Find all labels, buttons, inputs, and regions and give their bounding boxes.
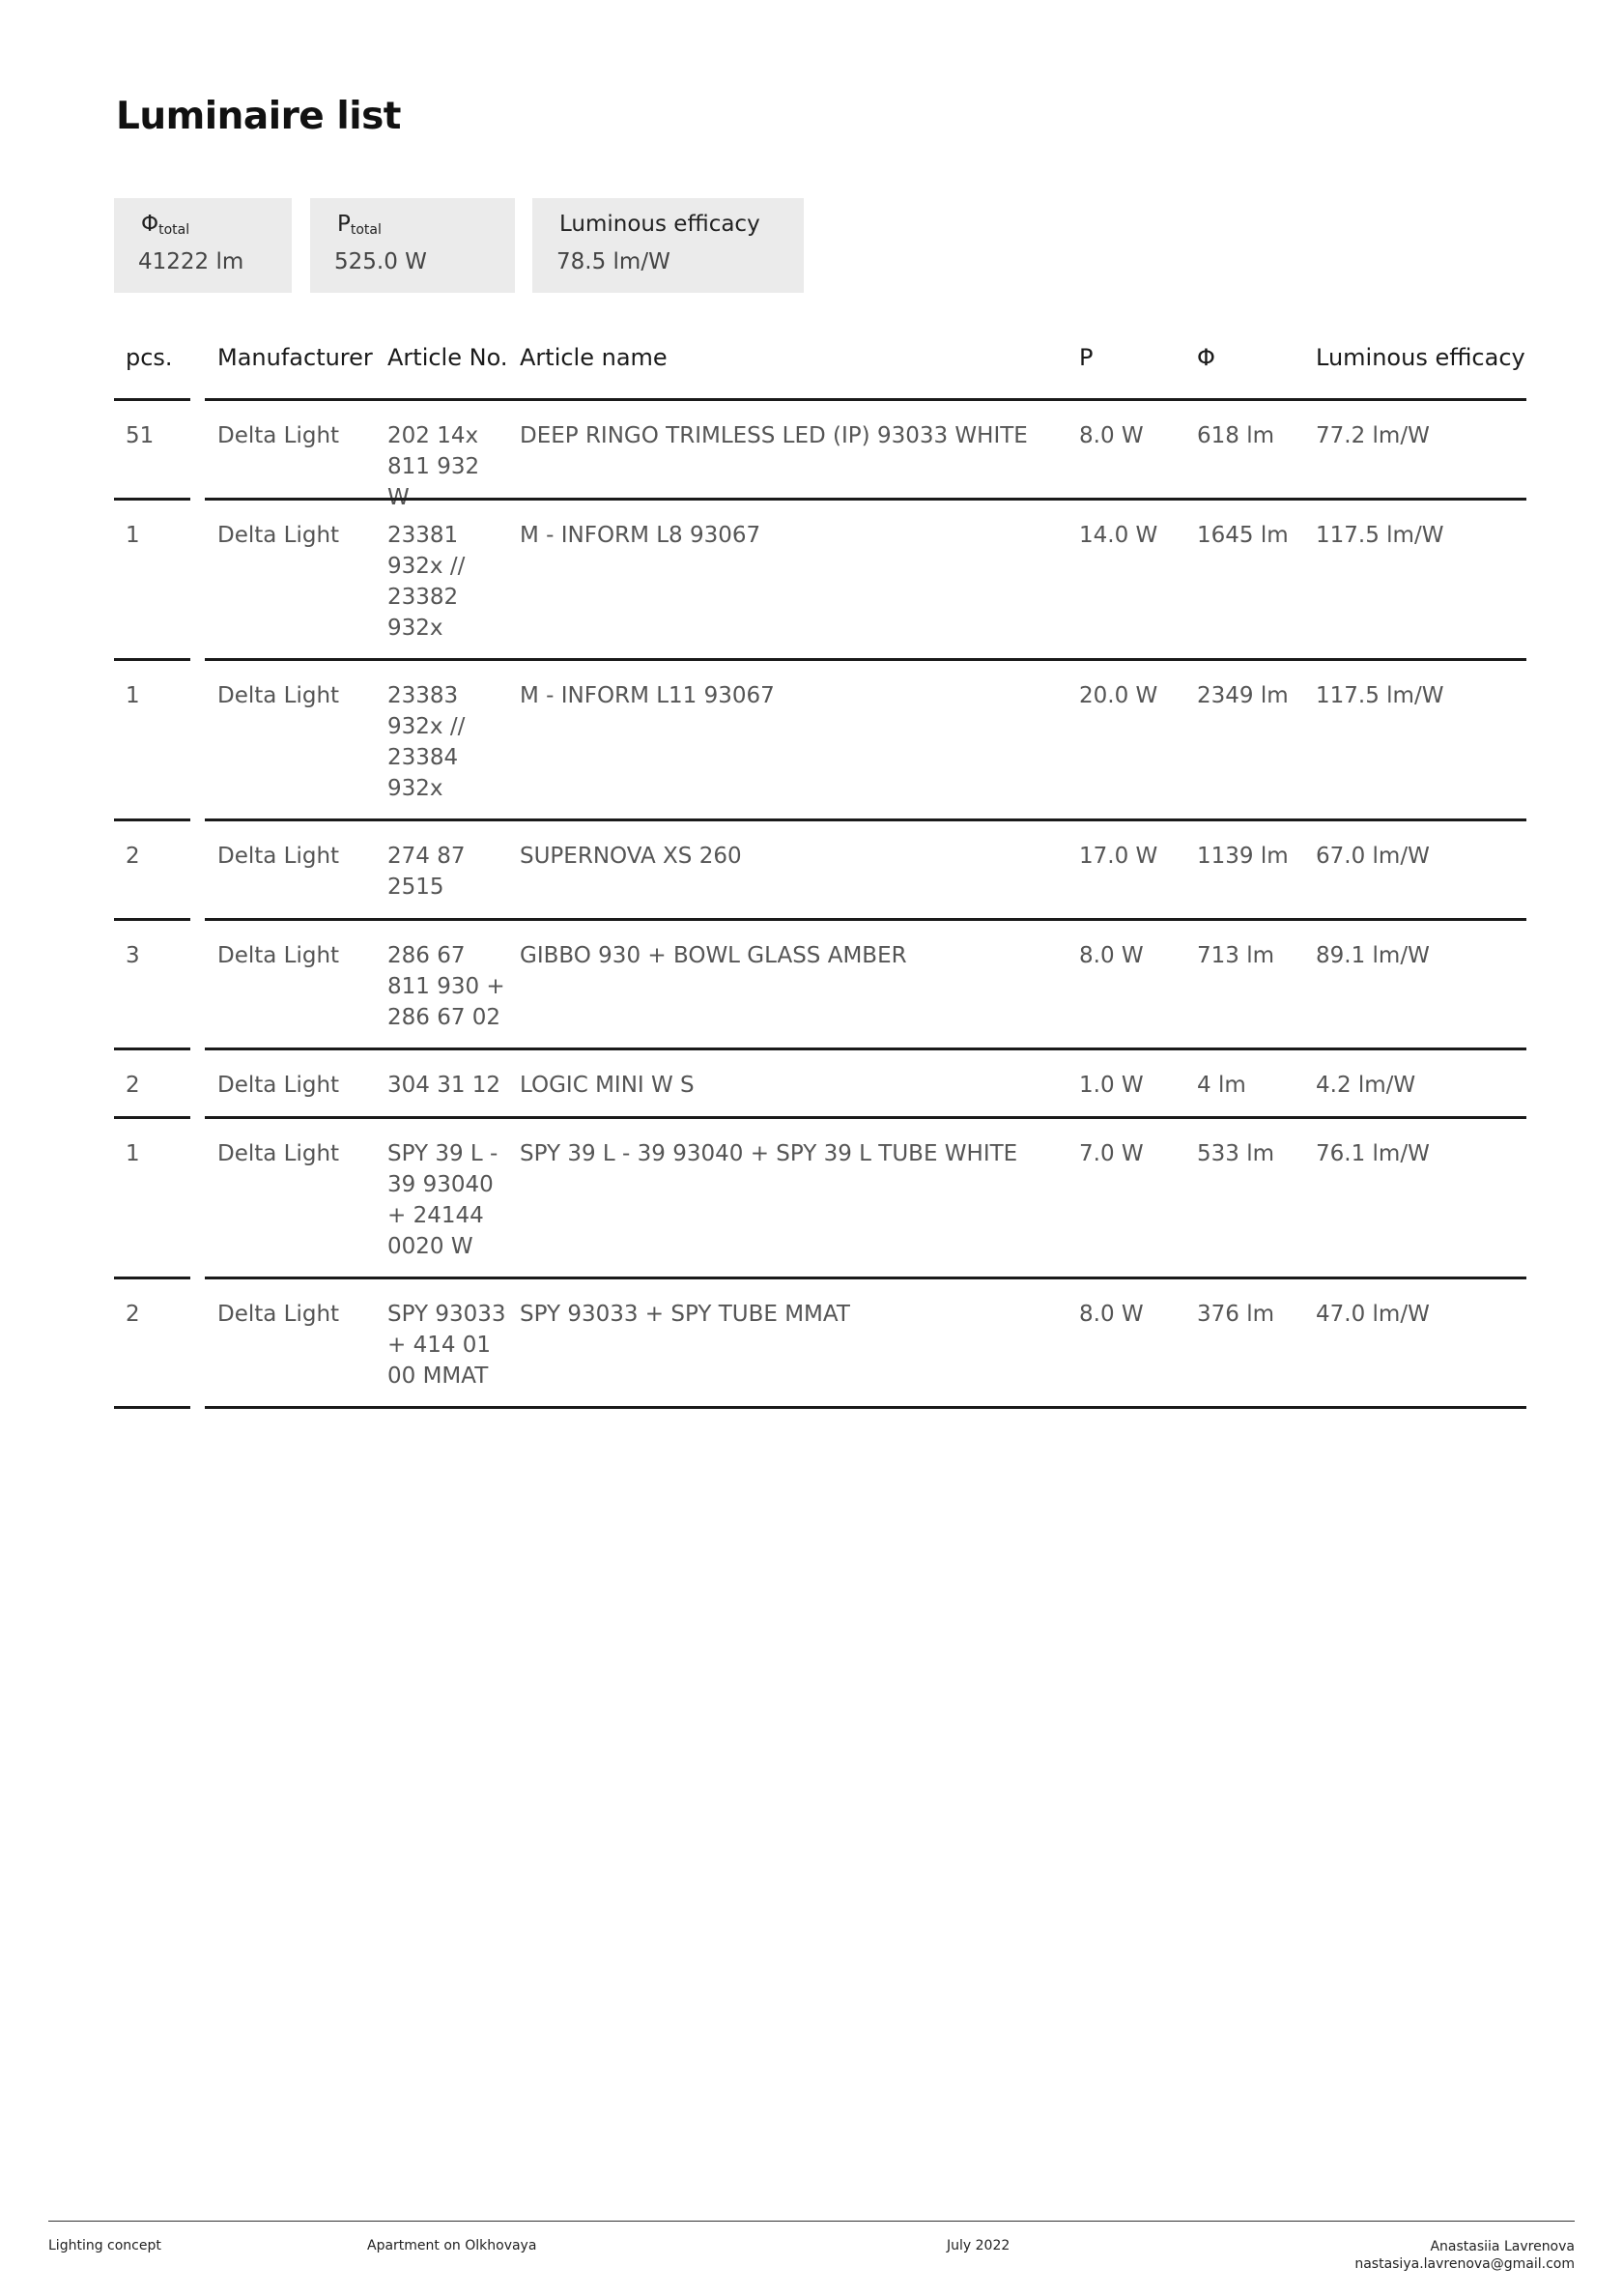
total-power-label: $P_{total}$ (337, 212, 382, 238)
header-article-no: Article No. (387, 344, 508, 371)
total-flux-label: $\Phi_{total}$ (141, 212, 190, 238)
cell-efficacy: 117.5 lm/W (1316, 683, 1444, 708)
cell-article-name: LOGIC MINI W S (520, 1073, 695, 1098)
cell-pcs: 51 (126, 423, 155, 448)
row-divider (114, 1406, 1526, 1409)
table-row (114, 921, 1526, 1048)
cell-pcs: 2 (126, 844, 140, 869)
cell-flux: 1645 lm (1197, 523, 1289, 548)
cell-manufacturer: Delta Light (217, 523, 340, 548)
table-row (114, 821, 1526, 918)
cell-flux: 533 lm (1197, 1141, 1275, 1166)
cell-manufacturer: Delta Light (217, 1302, 340, 1327)
table-row (114, 401, 1526, 498)
cell-flux: 713 lm (1197, 943, 1275, 968)
cell-article-name: GIBBO 930 + BOWL GLASS AMBER (520, 943, 907, 968)
cell-pcs: 1 (126, 683, 140, 708)
cell-pcs: 1 (126, 1141, 140, 1166)
cell-efficacy: 47.0 lm/W (1316, 1302, 1430, 1327)
footer-email[interactable]: nastasiya.lavrenova@gmail.com (1354, 2256, 1575, 2272)
cell-article-no: 274 87 2515 (387, 844, 466, 900)
cell-power: 7.0 W (1079, 1141, 1144, 1166)
cell-article-no: 286 67 811 930 + 286 67 02 (387, 943, 505, 1030)
header-efficacy: Luminous efficacy (1316, 344, 1525, 371)
cell-pcs: 3 (126, 943, 140, 968)
cell-power: 1.0 W (1079, 1073, 1144, 1098)
cell-article-no: 23381 932x // 23382 932x (387, 523, 466, 641)
table-header (114, 329, 1526, 398)
table-row (114, 1050, 1526, 1116)
cell-efficacy: 117.5 lm/W (1316, 523, 1444, 548)
page-title: Luminaire list (116, 95, 401, 138)
cell-flux: 4 lm (1197, 1073, 1246, 1098)
cell-flux: 618 lm (1197, 423, 1275, 448)
cell-manufacturer: Delta Light (217, 1073, 340, 1098)
cell-efficacy: 67.0 lm/W (1316, 844, 1430, 869)
cell-pcs: 2 (126, 1073, 140, 1098)
header-pcs: pcs. (126, 344, 173, 371)
table-row (114, 661, 1526, 818)
cell-efficacy: 77.2 lm/W (1316, 423, 1430, 448)
cell-article-no: 202 14x 811 932 (387, 423, 480, 479)
cell-article-name: M - INFORM L8 93067 (520, 523, 761, 548)
total-flux-box (114, 198, 292, 293)
cell-manufacturer: Delta Light (217, 423, 340, 448)
header-power: P (1079, 344, 1094, 371)
cell-power: 14.0 W (1079, 523, 1158, 548)
cell-flux: 1139 lm (1197, 844, 1289, 869)
cell-article-name: SPY 93033 + SPY TUBE MMAT (520, 1302, 850, 1327)
cell-flux: 2349 lm (1197, 683, 1289, 708)
luminaire-table (114, 329, 1526, 1409)
cell-power: 8.0 W (1079, 423, 1144, 448)
cell-article-no: SPY 93033 + 414 01 00 MMAT (387, 1302, 506, 1389)
luminous-efficacy-box (532, 198, 804, 293)
cell-article-name: DEEP RINGO TRIMLESS LED (IP) 93033 WHITE (520, 423, 1028, 448)
cell-article-name: SPY 39 L - 39 93040 + SPY 39 L TUBE WHITE (520, 1141, 1018, 1166)
cell-manufacturer: Delta Light (217, 1141, 340, 1166)
cell-power: 17.0 W (1079, 844, 1158, 869)
cell-article-no: 304 31 12 (387, 1073, 501, 1098)
cell-manufacturer: Delta Light (217, 943, 340, 968)
cell-power: 8.0 W (1079, 943, 1144, 968)
cell-article-name: M - INFORM L11 93067 (520, 683, 775, 708)
table-row (114, 501, 1526, 658)
cell-power: 20.0 W (1079, 683, 1158, 708)
cell-pcs: 2 (126, 1302, 140, 1327)
total-power-box (310, 198, 515, 293)
cell-efficacy: 76.1 lm/W (1316, 1141, 1430, 1166)
cell-pcs: 1 (126, 523, 140, 548)
footer-project: Lighting concept (48, 2238, 161, 2253)
header-article-name: Article name (520, 344, 668, 371)
header-flux: Φ (1197, 344, 1215, 371)
cell-manufacturer: Delta Light (217, 844, 340, 869)
luminous-efficacy-label: Luminous efficacy (559, 212, 760, 237)
cell-manufacturer: Delta Light (217, 683, 340, 708)
cell-flux: 376 lm (1197, 1302, 1275, 1327)
footer-divider (48, 2221, 1575, 2222)
luminous-efficacy-value: 78.5 lm/W (556, 249, 670, 274)
table-row (114, 1279, 1526, 1406)
cell-article-name: SUPERNOVA XS 260 (520, 844, 742, 869)
table-row (114, 1119, 1526, 1277)
cell-power: 8.0 W (1079, 1302, 1144, 1327)
footer-location: Apartment on Olkhovaya (367, 2238, 537, 2253)
header-manufacturer: Manufacturer (217, 344, 373, 371)
total-power-value: 525.0 W (334, 249, 427, 274)
cell-efficacy: 89.1 lm/W (1316, 943, 1430, 968)
footer-author-block (1354, 2238, 1575, 2273)
footer-date: July 2022 (947, 2238, 1011, 2253)
total-flux-value: 41222 lm (138, 249, 244, 274)
cell-article-no: SPY 39 L - 39 93040 + 24144 0020 W (387, 1141, 498, 1259)
cell-efficacy: 4.2 lm/W (1316, 1073, 1416, 1098)
footer-author: Anastasiia Lavrenova (1430, 2239, 1575, 2254)
cell-article-no: 23383 932x // 23384 932x (387, 683, 466, 801)
